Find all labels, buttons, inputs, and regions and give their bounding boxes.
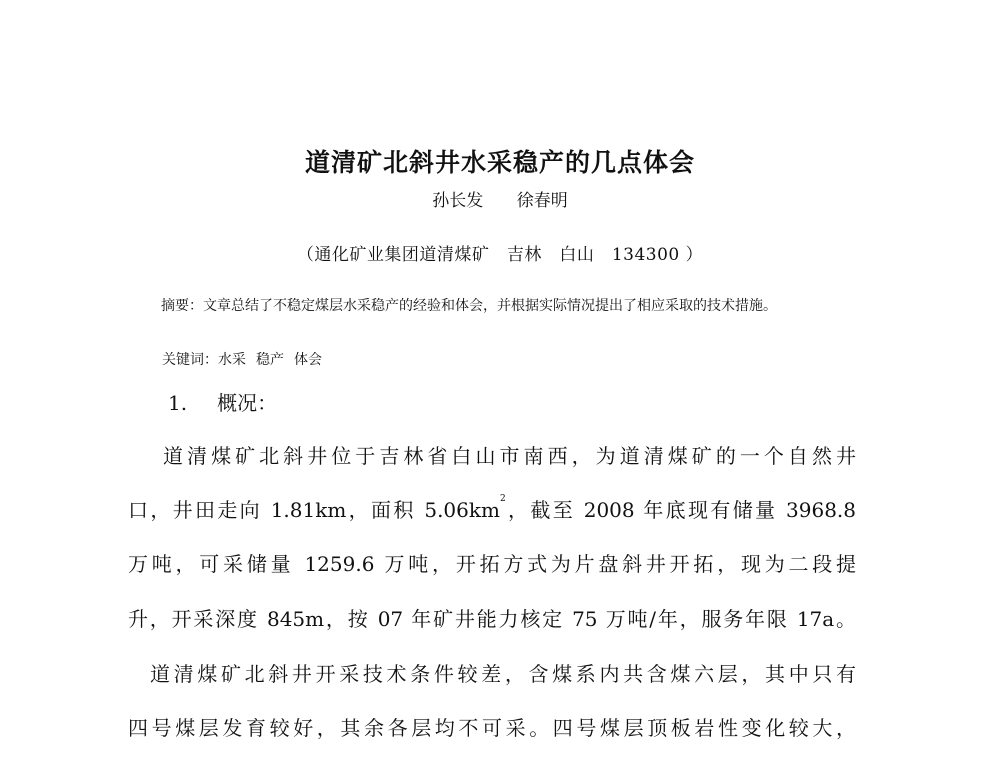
- author-list: [0, 186, 1000, 211]
- body-text: 口，井田走向 1.81km，面积 5.06km: [128, 498, 500, 522]
- section-number: 1.: [168, 391, 188, 415]
- affiliation: （通化矿业集团道清煤矿 吉林 白山 134300 ）: [296, 245, 704, 265]
- abstract-text: 文章总结了不稳定煤层水采稳产的经验和体会，并根据实际情况提出了相应采取的技术措施。: [203, 298, 777, 314]
- keyword: 体会: [294, 352, 322, 368]
- body-line: 万吨，可采储量 1259.6 万吨，开拓方式为片盘斜井开拓，现为二段提: [128, 552, 856, 576]
- body-line: 升，开采深度 845m，按 07 年矿井能力核定 75 万吨/年，服务年限 17a。: [128, 607, 856, 631]
- section-title: 概况：: [217, 391, 278, 415]
- body-line: 四号煤层发育较好，其余各层均不可采。四号煤层顶板岩性变化较大，: [128, 716, 856, 740]
- keyword: 稳产: [256, 352, 284, 368]
- paper-title: 道清矿北斜井水采稳产的几点体会: [304, 148, 695, 177]
- keywords: [162, 349, 332, 369]
- body-line: [128, 494, 856, 523]
- body-text: ，截至 2008 年底现有储量 3968.8: [505, 498, 857, 522]
- author-name: 孙长发: [432, 191, 484, 211]
- section-heading: [168, 387, 277, 416]
- body-line: 道清煤矿北斜井开采技术条件较差，含煤系内共含煤六层，其中只有: [150, 662, 856, 686]
- author-name: 徐春明: [516, 191, 568, 211]
- abstract-body: [127, 298, 777, 314]
- abstract-label: 摘要：: [161, 298, 203, 314]
- body-line: 道清煤矿北斜井位于吉林省白山市南西，为道清煤矿的一个自然井: [163, 444, 856, 468]
- keywords-label: 关键词：: [162, 352, 218, 368]
- keyword: 水采: [218, 352, 246, 368]
- superscript: 2: [499, 494, 506, 504]
- abstract: [127, 294, 855, 319]
